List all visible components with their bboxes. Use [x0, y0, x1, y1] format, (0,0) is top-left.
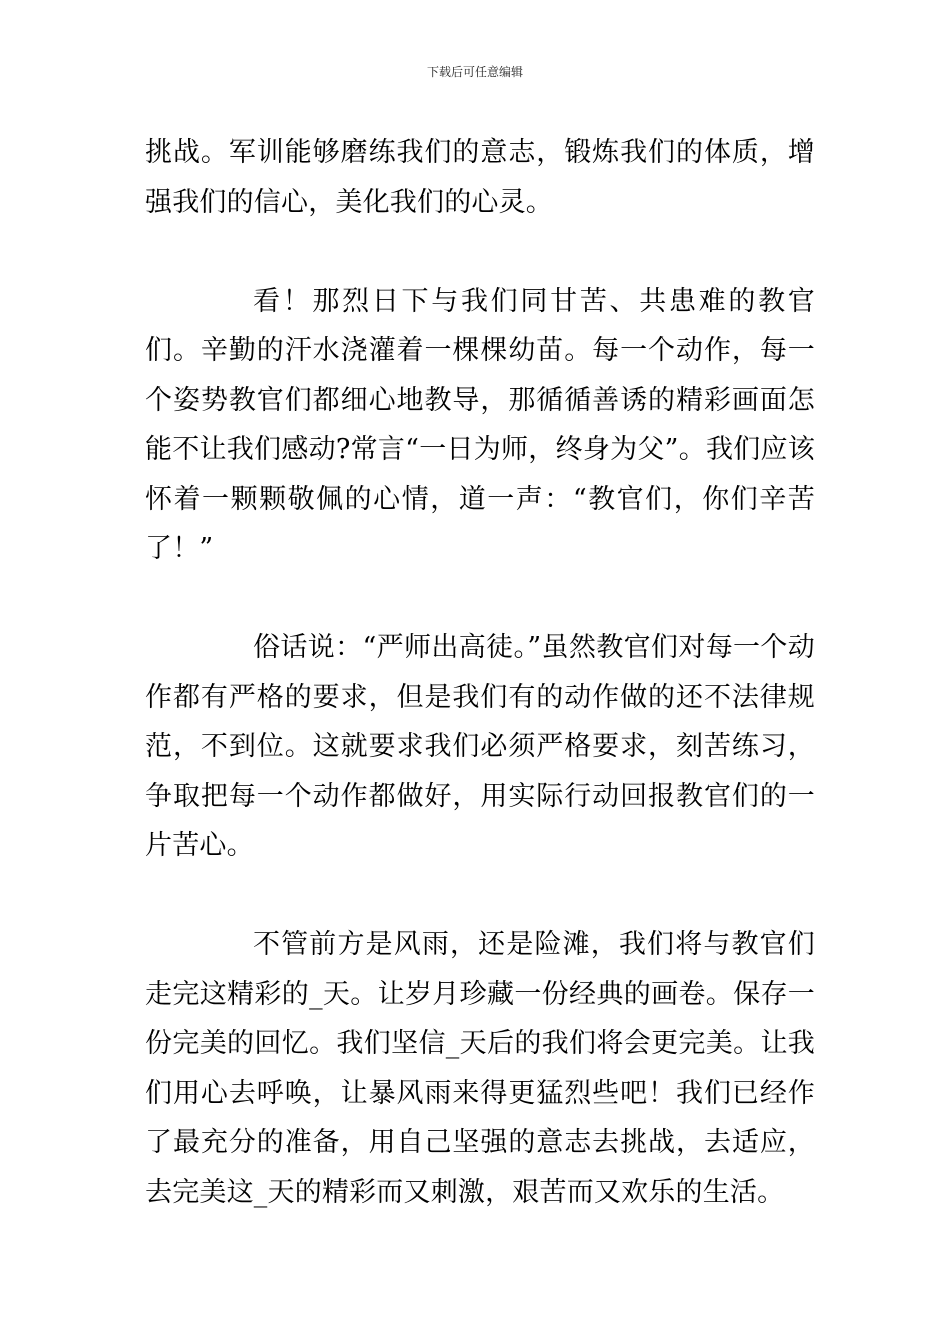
paragraph-3: 俗话说：“严师出高徒。”虽然教官们对每一个动作都有严格的要求，但是我们有的动作做的还不法律规范，不到位。这就要求我们必须严格要求，刻苦练习，争取把每一个动作都做好，用实际行动回报教官们的一片苦心。	[145, 632, 815, 861]
paragraph-4: 不管前方是风雨，还是险滩，我们将与教官们走完这精彩的_天。让岁月珍藏一份经典的画卷。保存一份完美的回忆。我们坚信_天后的我们将会更完美。让我们用心去呼唤，让暴风雨来得更猛烈些吧！我们已经作了最充分的准备，用自己坚强的意志去挑战，去适应，去完美这_天的精彩而又刺激，艰苦而又欢乐的生活。	[145, 929, 815, 1208]
paragraph-2: 看！那烈日下与我们同甘苦、共患难的教官们。辛勤的汗水浇灌着一棵棵幼苗。每一个动作，每一个姿势教官们都细心地教导，那循循善诱的精彩画面怎能不让我们感动?常言“一日为师，终身为父”。我们应该怀着一颗颗敬佩的心情，道一声：“教官们，你们辛苦了！”	[145, 285, 815, 564]
document-body	[145, 128, 815, 1217]
paragraph-1: 挑战。军训能够磨练我们的意志，锻炼我们的体质，增强我们的信心，美化我们的心灵。	[145, 137, 815, 218]
paragraph-gap	[145, 227, 815, 277]
paragraph-gap	[145, 574, 815, 624]
paragraph-gap	[145, 871, 815, 921]
page-header: 下载后可任意编辑	[426, 65, 523, 79]
